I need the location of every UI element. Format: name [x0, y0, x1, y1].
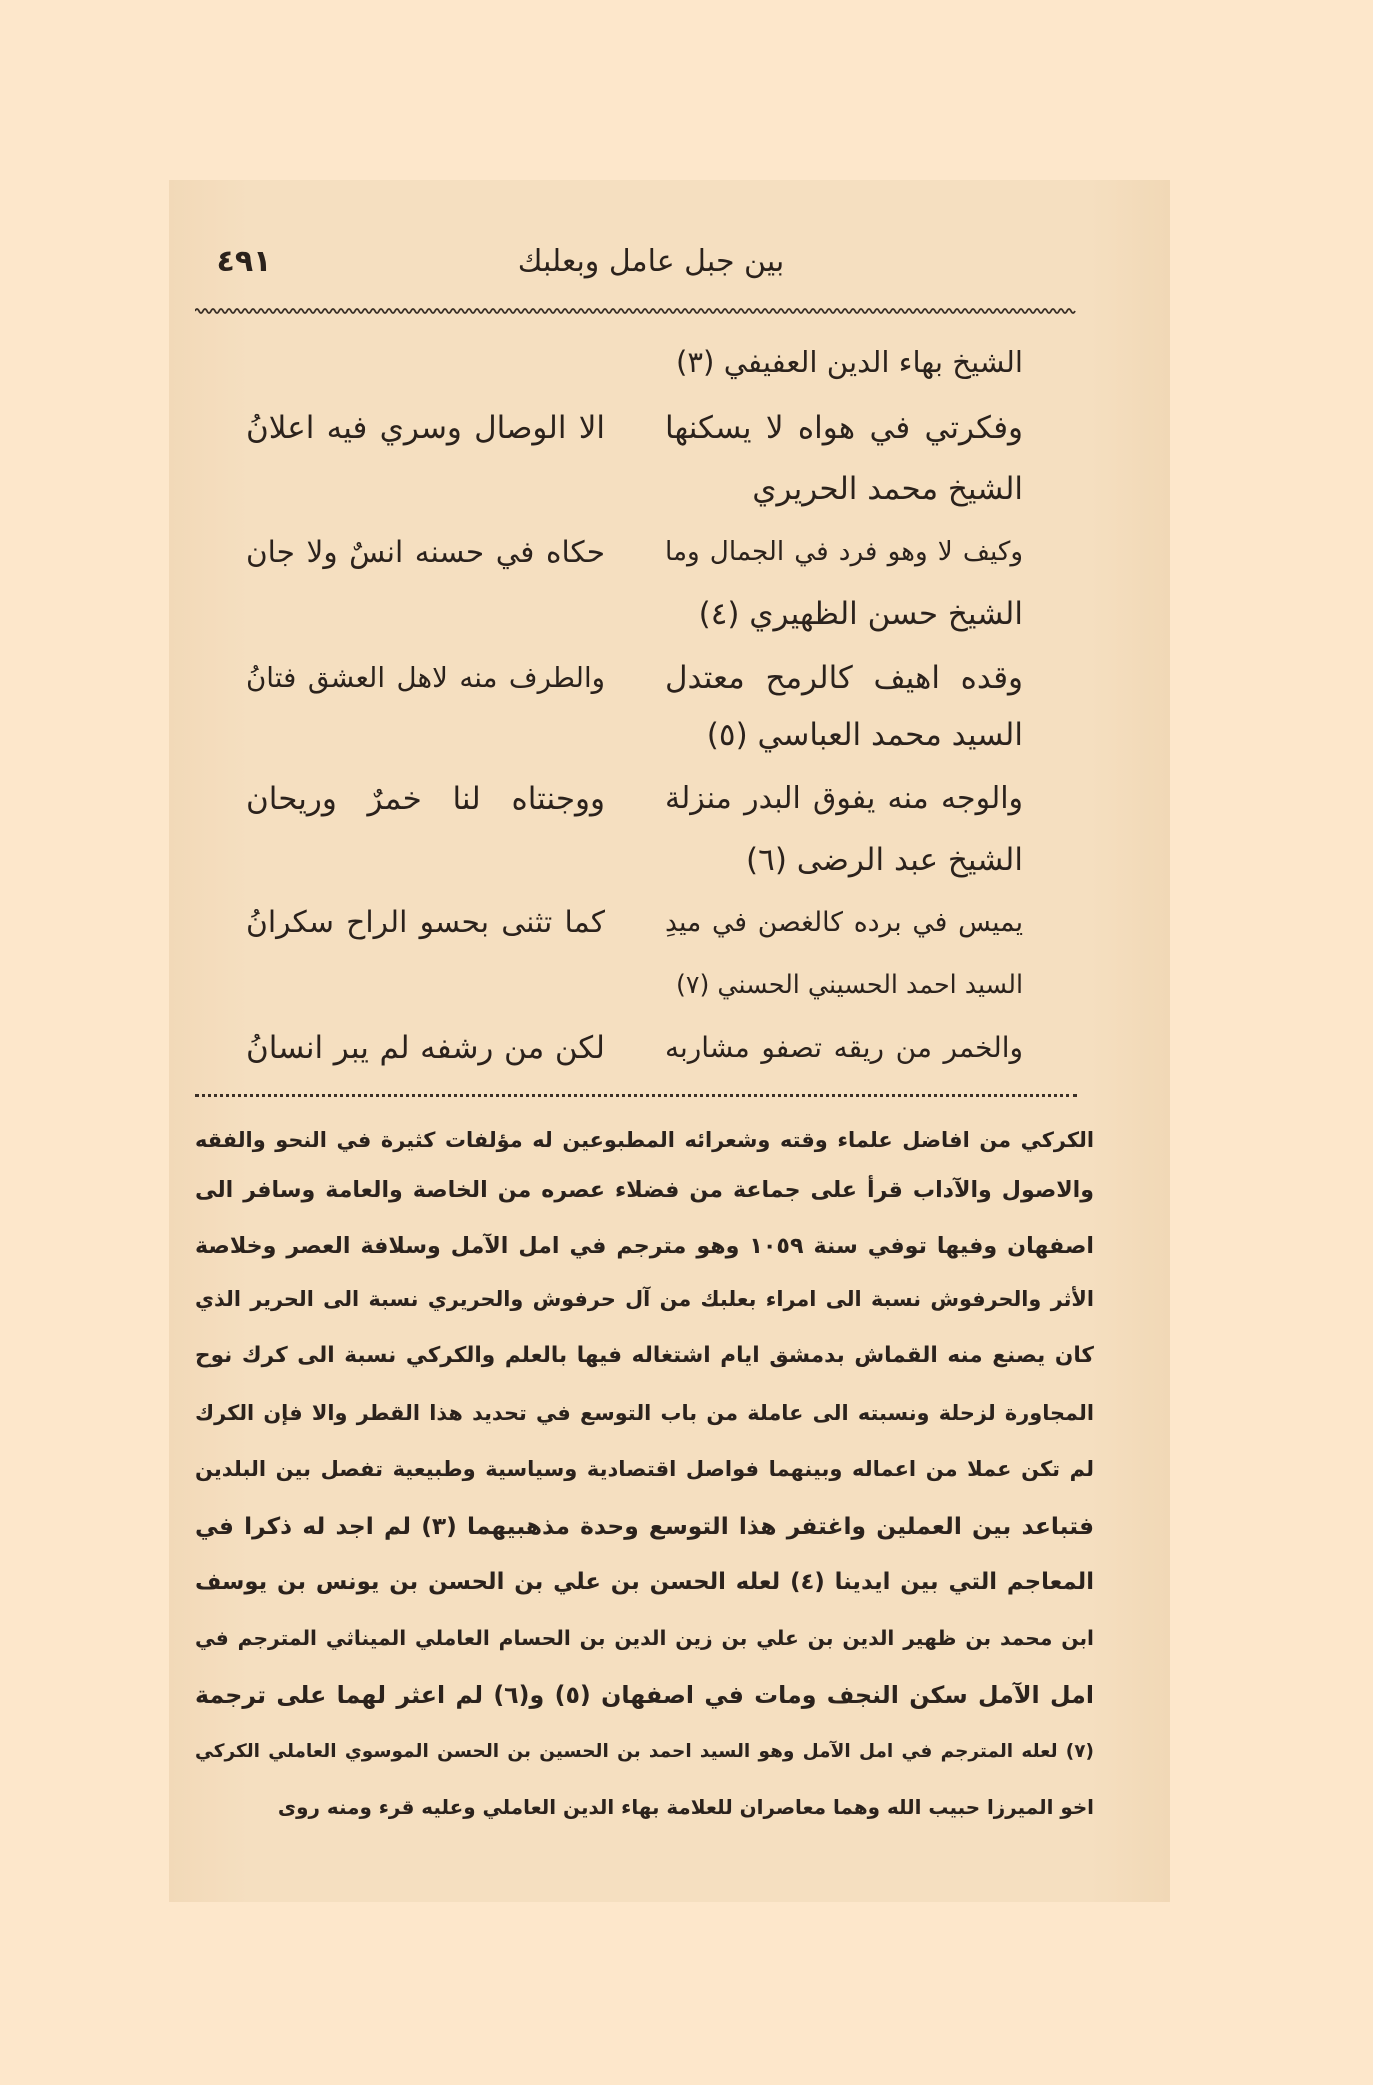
hemistich-first: يميس في برده كالغصن في ميدِ: [665, 907, 1023, 938]
scanned-book-page: [169, 180, 1170, 1902]
running-header-title: بين جبل عامل وبعلبك: [517, 244, 785, 279]
page-number: ٤٩١: [216, 244, 272, 279]
footnote-line: (٧) لعله المترجم في امل الآمل وهو السيد احمد بن الحسين بن الحسن الموسوي العاملي الكركي: [195, 1741, 1094, 1762]
hemistich-second: والطرف منه لاهل العشق فتانُ: [246, 661, 605, 694]
hemistich-first: وقده اهيف كالرمح معتدل: [665, 660, 1023, 696]
poet-name: الشيخ محمد الحريري: [752, 471, 1023, 507]
poet-name: الشيخ عبد الرضى (٦): [746, 842, 1023, 878]
footnote-line: الأثر والحرفوش نسبة الى امراء بعلبك من آل حرفوش والحريري نسبة الى الحرير الذي: [195, 1287, 1094, 1311]
poet-name: السيد احمد الحسيني الحسني (٧): [675, 969, 1023, 999]
footnote-line: المعاجم التي بين ايدينا (٤) لعله الحسن بن علي بن الحسن بن يونس بن يوسف: [195, 1569, 1094, 1595]
poet-name: السيد محمد العباسي (٥): [706, 717, 1023, 753]
footnote-line: المجاورة لزحلة ونسبته الى عاملة من باب التوسع في تحديد هذا القطر والا فإن الكرك: [195, 1401, 1094, 1425]
footnote-line: فتباعد بين العملين واغتفر هذا التوسع وحدة مذهبيهما (٣) لم اجد له ذكرا في: [195, 1512, 1094, 1540]
footnote-line: ابن محمد بن ظهير الدين بن علي بن زين الدين بن الحسام العاملي الميناثي المترجم في: [195, 1626, 1094, 1650]
hemistich-second: حكاه في حسنه انسٌ ولا جان: [246, 535, 605, 569]
footnote-separator: [195, 1094, 1077, 1097]
footnote-line: الكركي من افاضل علماء وقته وشعرائه المطبوعين له مؤلفات كثيرة في النحو والفقه: [195, 1128, 1094, 1152]
footnote-line: اصفهان وفيها توفي سنة ١٠٥٩ وهو مترجم في امل الآمل وسلافة العصر وخلاصة: [195, 1233, 1094, 1259]
hemistich-second: الا الوصال وسري فيه اعلانُ: [246, 410, 605, 446]
footnote-line: والاصول والآداب قرأ على جماعة من فضلاء عصره من الخاصة والعامة وسافر الى: [195, 1177, 1094, 1203]
poet-name: الشيخ بهاء الدين العفيفي (٣): [675, 345, 1023, 379]
hemistich-first: والخمر من ريقه تصفو مشاربه: [665, 1031, 1023, 1064]
hemistich-first: وفكرتي في هواه لا يسكنها: [665, 410, 1023, 446]
footnote-line: لم تكن عملا من اعماله وبينهما فواصل اقتصادية وسياسية وطبيعية تفصل بين البلدين: [195, 1457, 1094, 1481]
footnote-line: امل الآمل سكن النجف ومات في اصفهان (٥) و(٦) لم اعثر لهما على ترجمة: [195, 1681, 1094, 1709]
hemistich-second: لكن من رشفه لم يبر انسانُ: [246, 1030, 605, 1066]
footnote-line: اخو الميرزا حبيب الله وهما معاصران للعلامة بهاء الدين العاملي وعليه قرء ومنه روى: [277, 1796, 1094, 1819]
hemistich-first: وكيف لا وهو فرد في الجمال وما: [665, 537, 1023, 567]
hemistich-second: ووجنتاه لنا خمرٌ وريحان: [246, 781, 605, 817]
hemistich-first: والوجه منه يفوق البدر منزلة: [665, 781, 1023, 816]
poet-name: الشيخ حسن الظهيري (٤): [698, 596, 1023, 632]
header-wavy-rule: [195, 306, 1077, 316]
hemistich-second: كما تثنى بحسو الراح سكرانُ: [246, 905, 605, 940]
footnote-line: كان يصنع منه القماش بدمشق ايام اشتغاله فيها بالعلم والكركي نسبة الى كرك نوح: [195, 1343, 1094, 1368]
